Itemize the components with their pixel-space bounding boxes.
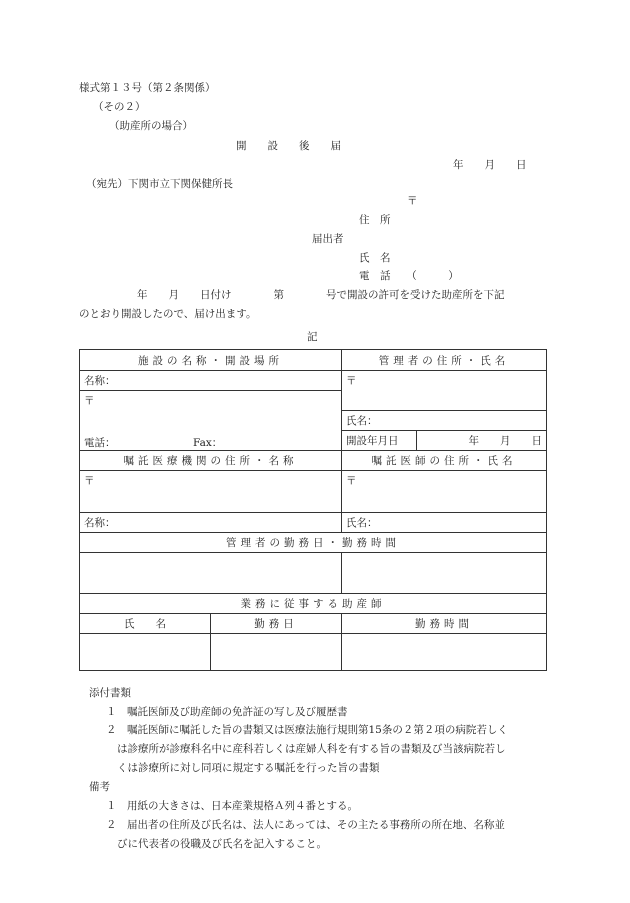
institution-name-cell[interactable]: 名称：: [80, 513, 342, 533]
applicant-name-label: 氏 名: [359, 252, 391, 264]
applicant-address-label: 住 所: [359, 214, 391, 226]
doctor-name-cell[interactable]: 氏名：: [342, 513, 547, 533]
work-schedule-header: 管理者の勤務日・勤務時間: [80, 533, 547, 553]
document-title: 開 設 後 届: [236, 140, 341, 152]
facility-postal-mark: 〒: [84, 395, 95, 407]
midwife-name-cell[interactable]: [80, 634, 211, 671]
facility-name-cell[interactable]: 名称：: [80, 371, 342, 391]
body-line-1: 年 月 日付け 第 号で開設の許可を受けた助産所を下記: [137, 289, 505, 301]
attachment-item-2-line-3: くは診療所に対し同項に規定する嘱託を行った旨の書類: [117, 762, 380, 774]
form-subnumber: （その２）: [93, 101, 146, 113]
midwives-header: 業務に従事する助産師: [80, 594, 547, 614]
facility-address-cell[interactable]: [80, 391, 342, 451]
addressee: （宛先）下関市立下関保健所長: [86, 178, 233, 190]
applicant-phone-label: 電 話 （ ）: [359, 270, 459, 282]
note-item-1: １ 用紙の大きさは、日本産業規格Ａ列４番とする。: [106, 800, 358, 812]
facility-fax-label: Fax：: [193, 437, 223, 449]
facility-contact-row: [84, 408, 337, 448]
institution-address-cell[interactable]: 〒: [80, 471, 342, 513]
applicant-postal-mark: 〒: [407, 195, 418, 207]
manager-address-cell[interactable]: 〒: [342, 371, 547, 411]
doctor-address-cell[interactable]: 〒: [342, 471, 547, 513]
attachment-item-1: １ 嘱託医師及び助産師の免許証の写し及び履歴書: [106, 706, 348, 718]
applicant-role-label: 届出者: [312, 233, 344, 245]
form-case: （助産所の場合）: [109, 120, 193, 132]
facility-form-table: [79, 349, 547, 671]
midwife-days-column: 勤務日: [211, 614, 342, 634]
body-line-2: のとおり開設したので、届け出ます。: [79, 308, 257, 320]
manager-header: 管理者の住所・氏名: [342, 350, 547, 371]
form-number: 様式第１３号（第２条関係）: [79, 82, 216, 94]
open-date-label: 開設年月日: [342, 431, 417, 451]
midwife-hours-cell[interactable]: [342, 634, 547, 671]
manager-name-cell[interactable]: 氏名：: [342, 411, 547, 431]
note-item-2-line-2: びに代表者の役職及び氏名を記入すること。: [117, 838, 327, 850]
open-date-value[interactable]: 年 月 日: [417, 431, 547, 451]
facility-phone-label: 電話：: [84, 437, 116, 449]
notes-title: 備考: [89, 781, 110, 793]
institution-header: 嘱託医療機関の住所・名称: [80, 451, 342, 471]
submission-date: 年 月 日: [453, 159, 527, 171]
note-item-2-line-1: ２ 届出者の住所及び氏名は、法人にあっては、その主たる事務所の所在地、名称並: [106, 819, 505, 831]
work-days-cell[interactable]: [80, 553, 342, 594]
attachment-item-2-line-1: ２ 嘱託医師に嘱託した旨の書類又は医療法施行規則第15条の２第２項の病院若しく: [106, 724, 508, 736]
midwife-days-cell[interactable]: [211, 634, 342, 671]
doctor-header: 嘱託医師の住所・氏名: [342, 451, 547, 471]
work-hours-cell[interactable]: [342, 553, 547, 594]
ki-heading: 記: [307, 331, 318, 343]
midwife-hours-column: 勤務時間: [342, 614, 547, 634]
attachments-title: 添付書類: [89, 687, 131, 699]
midwife-name-column: 氏 名: [80, 614, 211, 634]
facility-header: 施設の名称・開設場所: [80, 350, 342, 371]
attachment-item-2-line-2: は診療所が診療科名中に産科若しくは産婦人科を有する旨の書類及び当該病院若し: [117, 743, 506, 755]
